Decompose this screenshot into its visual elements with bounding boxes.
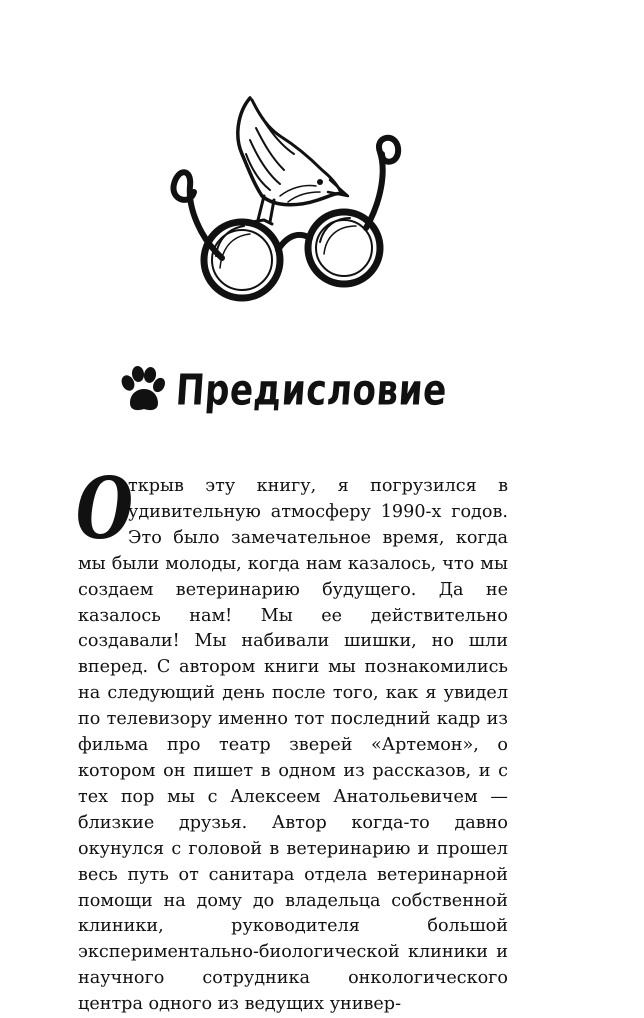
paragraph-text: ткрыв эту книгу, я погрузился в удивительную атмосферу 1990-х годов. Это было замечательное время, когда мы были молоды, когда нам казалось, что мы создаем ветеринарию будущего. Да не казалось нам! Мы ее действительно создавали! Мы набивали шишки, но шли вперед. С автором книги мы познакомились на следующий день после того, как я увидел по телевизору именно тот последний кадр из фильма про театр зверей «Артемон», о котором он пишет в одном из рассказов, и с тех пор мы с Алексеем Анатольевичем — близкие друзья. Автор когда-то давно окунулся с головой в ветеринарию и прошел весь путь от санитара отдела ветеринарной помощи на дому до владельца собственной клиники, руководителя большой экспериментально-биологической клиники и научного сотрудника онкологического центра одного из ведущих универ- <box>78 476 508 1015</box>
paw-icon <box>118 365 166 415</box>
body-paragraph <box>76 459 508 1018</box>
page-title: Предисловие <box>174 365 449 415</box>
drop-cap: О <box>76 459 134 558</box>
bird-on-glasses-icon <box>160 88 420 303</box>
chapter-heading <box>118 360 447 420</box>
